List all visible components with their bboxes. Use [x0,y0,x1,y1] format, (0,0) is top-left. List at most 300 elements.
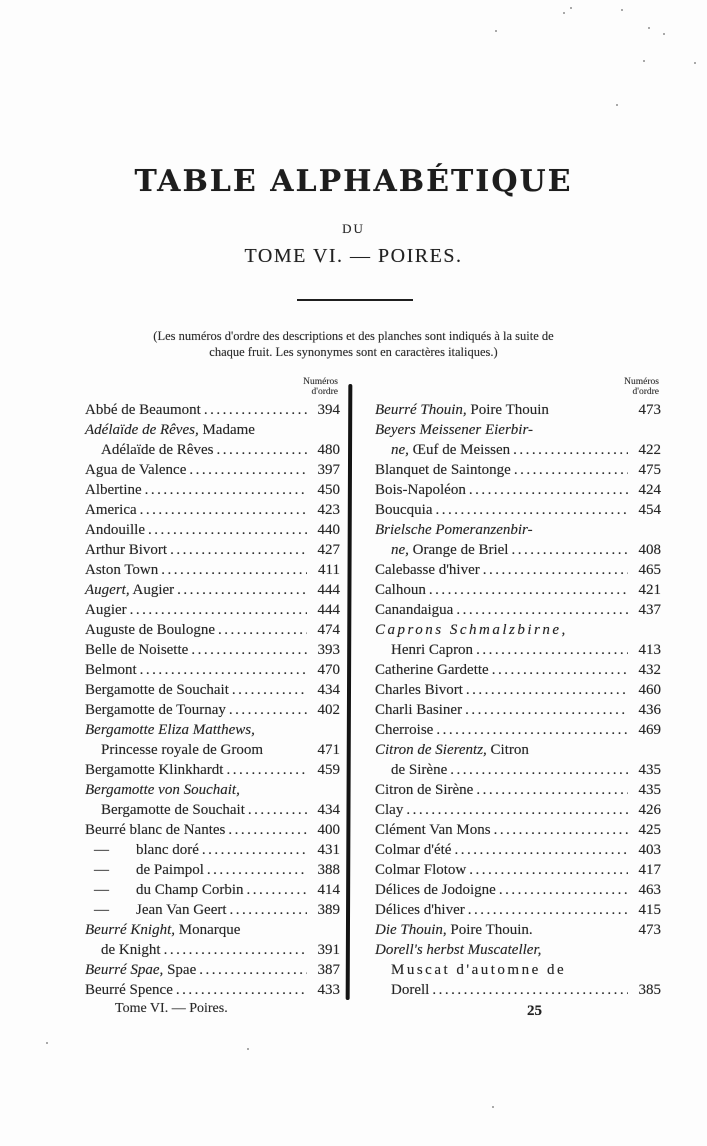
entry-name-part: Brielsche Pomeranzenbir- [375,522,533,538]
dot-leader [483,560,628,580]
table-row [85,940,340,960]
entry-number: 473 [638,922,661,938]
dot-leader [161,560,307,580]
entry-name-part: Beurré Spae, [85,962,164,978]
entry-number: 436 [638,702,661,718]
table-row [375,740,661,760]
table-row [375,720,661,740]
table-row [85,860,340,880]
entry-name [101,740,263,760]
entry-name-part: Beyers Meissener Eierbir- [375,422,533,438]
table-row [85,460,340,480]
table-row [85,600,340,620]
scan-speckle [694,62,696,64]
dot-leader [436,720,628,740]
entry-name-part: ne, [391,542,409,558]
entry-name-part: Muscat d'automne de [391,962,567,978]
footer-volume-label: Tome VI. — Poires. [115,1001,228,1016]
dot-leader [456,600,628,620]
entry-number: 434 [317,682,340,698]
entry-name [391,640,473,660]
dot-leader [432,980,628,1000]
table-row [85,960,340,980]
intro-note [50,329,657,360]
dot-leader [248,800,307,820]
column-header-numbers [85,378,340,397]
entry-name [375,940,541,960]
table-row [375,920,661,940]
dot-leader [454,840,628,860]
column-divider-rule [346,384,353,1000]
entry-name-part: Beurré Knight, [85,922,175,938]
ditto-dash-glyph: — [94,842,109,858]
entry-number: 402 [317,702,340,718]
dot-leader [218,620,307,640]
table-row [375,480,661,500]
entry-name-part: Œuf de Meissen [408,442,511,458]
entry-name-part: Colmar Flotow [375,862,467,878]
entry-name-part: Bergamotte Eliza Matthews, [85,722,255,738]
entry-number: 454 [638,502,661,518]
entry-number: 388 [317,862,340,878]
entry-name [85,720,255,740]
intro-note-line1: (Les numéros d'ordre des descriptions et des planches sont indiqués à la suite de [153,329,554,343]
entry-name [85,420,255,440]
entry-name-part: Blanquet de Saintonge [375,462,511,478]
entry-name [375,720,433,740]
entry-name-part: Clément Van Mons [375,822,491,838]
entry-name [391,760,447,780]
entry-name-part: Augert, [85,582,130,598]
dot-leader [140,500,307,520]
table-row [85,920,340,940]
dot-leader [406,800,628,820]
entry-number: 408 [638,542,661,558]
column-header-line1: Numéros [303,377,338,387]
entry-name-part: du Champ Corbin [136,882,244,898]
scan-speckle [46,1042,48,1044]
entry-number: 413 [638,642,661,658]
entry-name-part: Augier [85,602,127,618]
entry-name [101,940,161,960]
entry-name [85,580,174,600]
entry-number: 471 [317,742,340,758]
entry-name [375,860,466,880]
table-row [375,540,661,560]
entry-name [85,640,188,660]
entry-number: 414 [317,882,340,898]
index-column-left [85,378,340,1000]
entry-name-part: Henri Capron [391,642,474,658]
table-row [85,840,340,860]
entry-name-part: Abbé de Beaumont [85,402,201,418]
entry-name-part: , Poire Thouin. [442,922,533,938]
entry-name-part: de Paimpol [136,862,204,878]
entry-name [136,900,227,920]
table-row [85,740,340,760]
entry-name [375,460,511,480]
entry-number: 470 [317,662,340,678]
table-row [85,440,340,460]
table-row [375,700,661,720]
entry-name-part: Agua de Valence [85,462,187,478]
entry-number: 473 [638,402,661,418]
table-row [85,980,340,1000]
table-row [85,680,340,700]
entry-name-part: Catherine Gardette [375,662,489,678]
entry-name-part: Beurré Thouin, [375,402,467,418]
table-row [85,480,340,500]
entry-number: 440 [317,522,340,538]
table-row [375,600,661,620]
dot-leader [199,960,307,980]
entry-name [375,880,496,900]
entry-number: 465 [638,562,661,578]
entry-name [136,860,204,880]
entry-name [85,540,167,560]
table-row [375,620,661,640]
entry-number: 417 [638,862,661,878]
entry-number: 480 [317,442,340,458]
table-row [375,580,661,600]
entry-name-part: Bergamotte Klinkhardt [85,762,224,778]
entry-name [85,560,158,580]
dot-leader [511,540,628,560]
entry-name [375,800,403,820]
entry-name [375,400,549,420]
scan-speckle [648,27,650,29]
entry-name [85,480,142,500]
ditto-dash-glyph: — [94,882,109,898]
entry-name-part: Délices d'hiver [375,902,465,918]
dot-leader [469,860,628,880]
table-row [375,680,661,700]
dot-leader [514,460,628,480]
entry-number: 400 [317,822,340,838]
entry-name [375,580,426,600]
entry-name [375,620,568,640]
entry-name-part: Adélaïde de Rêves, [85,422,199,438]
entry-name [85,680,229,700]
column-header-line1: Numéros [624,377,659,387]
entry-number: 421 [638,582,661,598]
table-row [85,580,340,600]
entry-name [375,420,533,440]
entry-name-part: Cherroise [375,722,434,738]
scan-speckle [563,12,565,14]
table-row [85,880,340,900]
entry-name-part: Délices de Jodoigne [375,882,496,898]
table-row [375,520,661,540]
entry-name [375,660,489,680]
intro-note-line2: chaque fruit. Les synonymes sont en caractères italiques.) [209,344,498,359]
entry-name [391,980,429,1000]
entry-name [391,440,510,460]
entry-number: 424 [638,482,661,498]
table-row [85,800,340,820]
entry-number: 389 [317,902,340,918]
entry-name-part: Bergamotte de Souchait [101,802,245,818]
entry-number: 475 [638,462,661,478]
entry-name-part: Albertine [85,482,142,498]
table-row [85,760,340,780]
entry-name-part: Calebasse d'hiver [375,562,480,578]
index-table [85,378,663,1000]
dot-leader [204,400,307,420]
entry-number: 427 [317,542,340,558]
dot-leader [465,700,628,720]
subtitle-tome: TOME VI. — POIRES. [244,245,463,267]
entry-name [101,440,213,460]
entry-name-part: Charles Bivort [375,682,463,698]
dot-leader [140,660,307,680]
entry-name-part: Calhoun [375,582,426,598]
table-row [375,420,661,440]
dot-leader [130,600,307,620]
dot-leader [216,440,307,460]
table-row [85,820,340,840]
table-row [375,500,661,520]
entry-name [85,400,201,420]
entry-name-part: ne, [391,442,409,458]
entry-name [136,880,244,900]
entry-name-part: Colmar d'été [375,842,452,858]
entry-name-part: Spae [163,962,197,978]
entry-number: 444 [317,582,340,598]
entry-name-part: Caprons Schmalzbirne, [375,622,568,638]
table-row [85,620,340,640]
entry-name [85,460,186,480]
entry-name [375,820,491,840]
scan-speckle [663,33,665,35]
entry-name-part: Citron [486,742,529,758]
entry-name [85,980,173,1000]
entry-number: 431 [317,842,340,858]
dot-leader [499,880,628,900]
column-header-numbers [375,378,661,397]
entry-name [85,820,225,840]
dot-leader [229,700,307,720]
entry-name-part: Arthur Bivort [85,542,168,558]
entry-name-part: Beurré blanc de Nantes [85,822,226,838]
dot-leader [476,640,628,660]
entry-number: 444 [317,602,340,618]
entry-name-part: Bergamotte de Souchait [85,682,229,698]
table-row [375,960,661,980]
entry-name-part: Orange de Briel [408,542,509,558]
table-row [85,720,340,740]
entry-name [375,780,473,800]
table-row [375,460,661,480]
entry-number: 403 [638,842,661,858]
entry-number: 425 [638,822,661,838]
entry-name [375,700,462,720]
table-row [375,660,661,680]
entry-number: 450 [317,482,340,498]
table-row [85,500,340,520]
entry-name-part: Boucquia [375,502,433,518]
entry-name [85,600,127,620]
table-row [375,940,661,960]
entry-number: 474 [317,622,340,638]
entry-name-part: Charli Basiner [375,702,463,718]
dot-leader [176,980,307,1000]
table-row [85,520,340,540]
entry-name-part: America [85,502,137,518]
entry-name [391,540,508,560]
entry-name-part: Citron de Sirène [375,782,474,798]
dot-leader [494,820,628,840]
entry-name [85,500,137,520]
ditto-dash-glyph: — [94,862,109,878]
entry-name [375,840,451,860]
entry-name [85,520,145,540]
scan-speckle [570,7,572,9]
entry-name-part: Dorell's herbst Muscateller, [375,942,542,958]
entry-name-part: Monarque [175,922,241,938]
entry-number: 434 [317,802,340,818]
dot-leader [226,760,307,780]
column-header-line2: d'ordre [311,386,338,397]
entry-name [85,920,240,940]
dot-leader [207,860,307,880]
entry-number: 415 [638,902,661,918]
entry-name [375,740,529,760]
entry-name [85,780,240,800]
ditto-dash-glyph: — [94,902,109,918]
entry-number: 393 [317,642,340,658]
page-title: TABLE ALPHABÉTIQUE [134,164,573,199]
entry-name-part: de Knight [101,942,161,958]
subtitle-du: DU [342,221,365,236]
scan-speckle [247,1048,249,1050]
dot-leader [232,680,307,700]
entry-number: 437 [638,602,661,618]
entry-name-part: Poire Thouin [466,402,549,418]
entry-name [375,560,480,580]
entry-name-part: Die Thouin [375,922,443,938]
entry-number: 394 [317,402,340,418]
table-row [375,640,661,660]
entry-number: 387 [317,962,340,978]
entry-number: 460 [638,682,661,698]
scan-speckle [616,104,618,106]
table-row [375,400,661,420]
table-row [85,640,340,660]
entry-number: 397 [317,462,340,478]
scan-speckle [621,9,623,11]
entry-number: 411 [318,562,340,578]
table-row [85,900,340,920]
entry-number: 423 [317,502,340,518]
dot-leader [228,820,307,840]
entry-name-part: Madame [198,422,255,438]
scan-speckle [643,60,645,62]
entry-name-part: Bergamotte von Souchait, [85,782,240,798]
dot-leader [466,680,628,700]
table-row [85,540,340,560]
entry-number: 469 [638,722,661,738]
table-row [375,560,661,580]
entry-name-part: Canandaigua [375,602,454,618]
horizontal-rule [297,299,413,301]
dot-leader [177,580,307,600]
index-column-right [375,378,661,1000]
entry-number: 463 [638,882,661,898]
entry-name-part: Beurré Spence [85,982,173,998]
dot-leader [202,840,307,860]
dot-leader [492,660,628,680]
entry-name-part: Auguste de Boulogne [85,622,215,638]
entry-name [101,800,245,820]
entry-name [136,840,199,860]
entry-name [375,920,533,940]
table-row [375,800,661,820]
entry-name-part: Adélaïde de Rêves [101,442,214,458]
dot-leader [247,880,308,900]
table-row [375,880,661,900]
entry-name [85,660,137,680]
entry-name [375,900,465,920]
scan-speckle [492,1106,494,1108]
table-row [85,700,340,720]
column-header-line2: d'ordre [632,386,659,397]
table-row [375,440,661,460]
dot-leader [429,580,628,600]
dot-leader [191,640,307,660]
entry-number: 432 [638,662,661,678]
dot-leader [164,940,307,960]
entry-number: 433 [317,982,340,998]
entry-name [375,680,463,700]
entry-number: 422 [638,442,661,458]
table-row [85,780,340,800]
entry-name-part: Princesse royale de Groom [101,742,264,758]
table-row [375,840,661,860]
entry-name-part: Andouille [85,522,145,538]
table-row [375,760,661,780]
table-row [375,820,661,840]
entry-name-part: Bois-Napoléon [375,482,466,498]
entry-name-part: Dorell [391,982,430,998]
entry-name-part: Belle de Noisette [85,642,189,658]
entry-number: 435 [638,782,661,798]
table-row [375,860,661,880]
table-row [375,900,661,920]
page-number: 25 [527,1003,542,1019]
dot-leader [450,760,628,780]
entry-name [85,700,226,720]
entry-number: 459 [317,762,340,778]
dot-leader [148,520,307,540]
table-row [375,780,661,800]
table-row [375,980,661,1000]
entry-name-part: Augier [129,582,175,598]
entry-name-part: Citron de Sierentz, [375,742,487,758]
entry-name [85,620,215,640]
table-row [85,560,340,580]
entry-name-part: Clay [375,802,404,818]
entry-name-part: de Sirène [391,762,448,778]
entry-name [85,960,196,980]
table-row [85,420,340,440]
dot-leader [476,780,628,800]
entry-name [375,520,533,540]
entry-name-part: Jean Van Geert [136,902,227,918]
scan-speckle [495,30,497,32]
entry-name [375,600,453,620]
dot-leader [469,480,628,500]
